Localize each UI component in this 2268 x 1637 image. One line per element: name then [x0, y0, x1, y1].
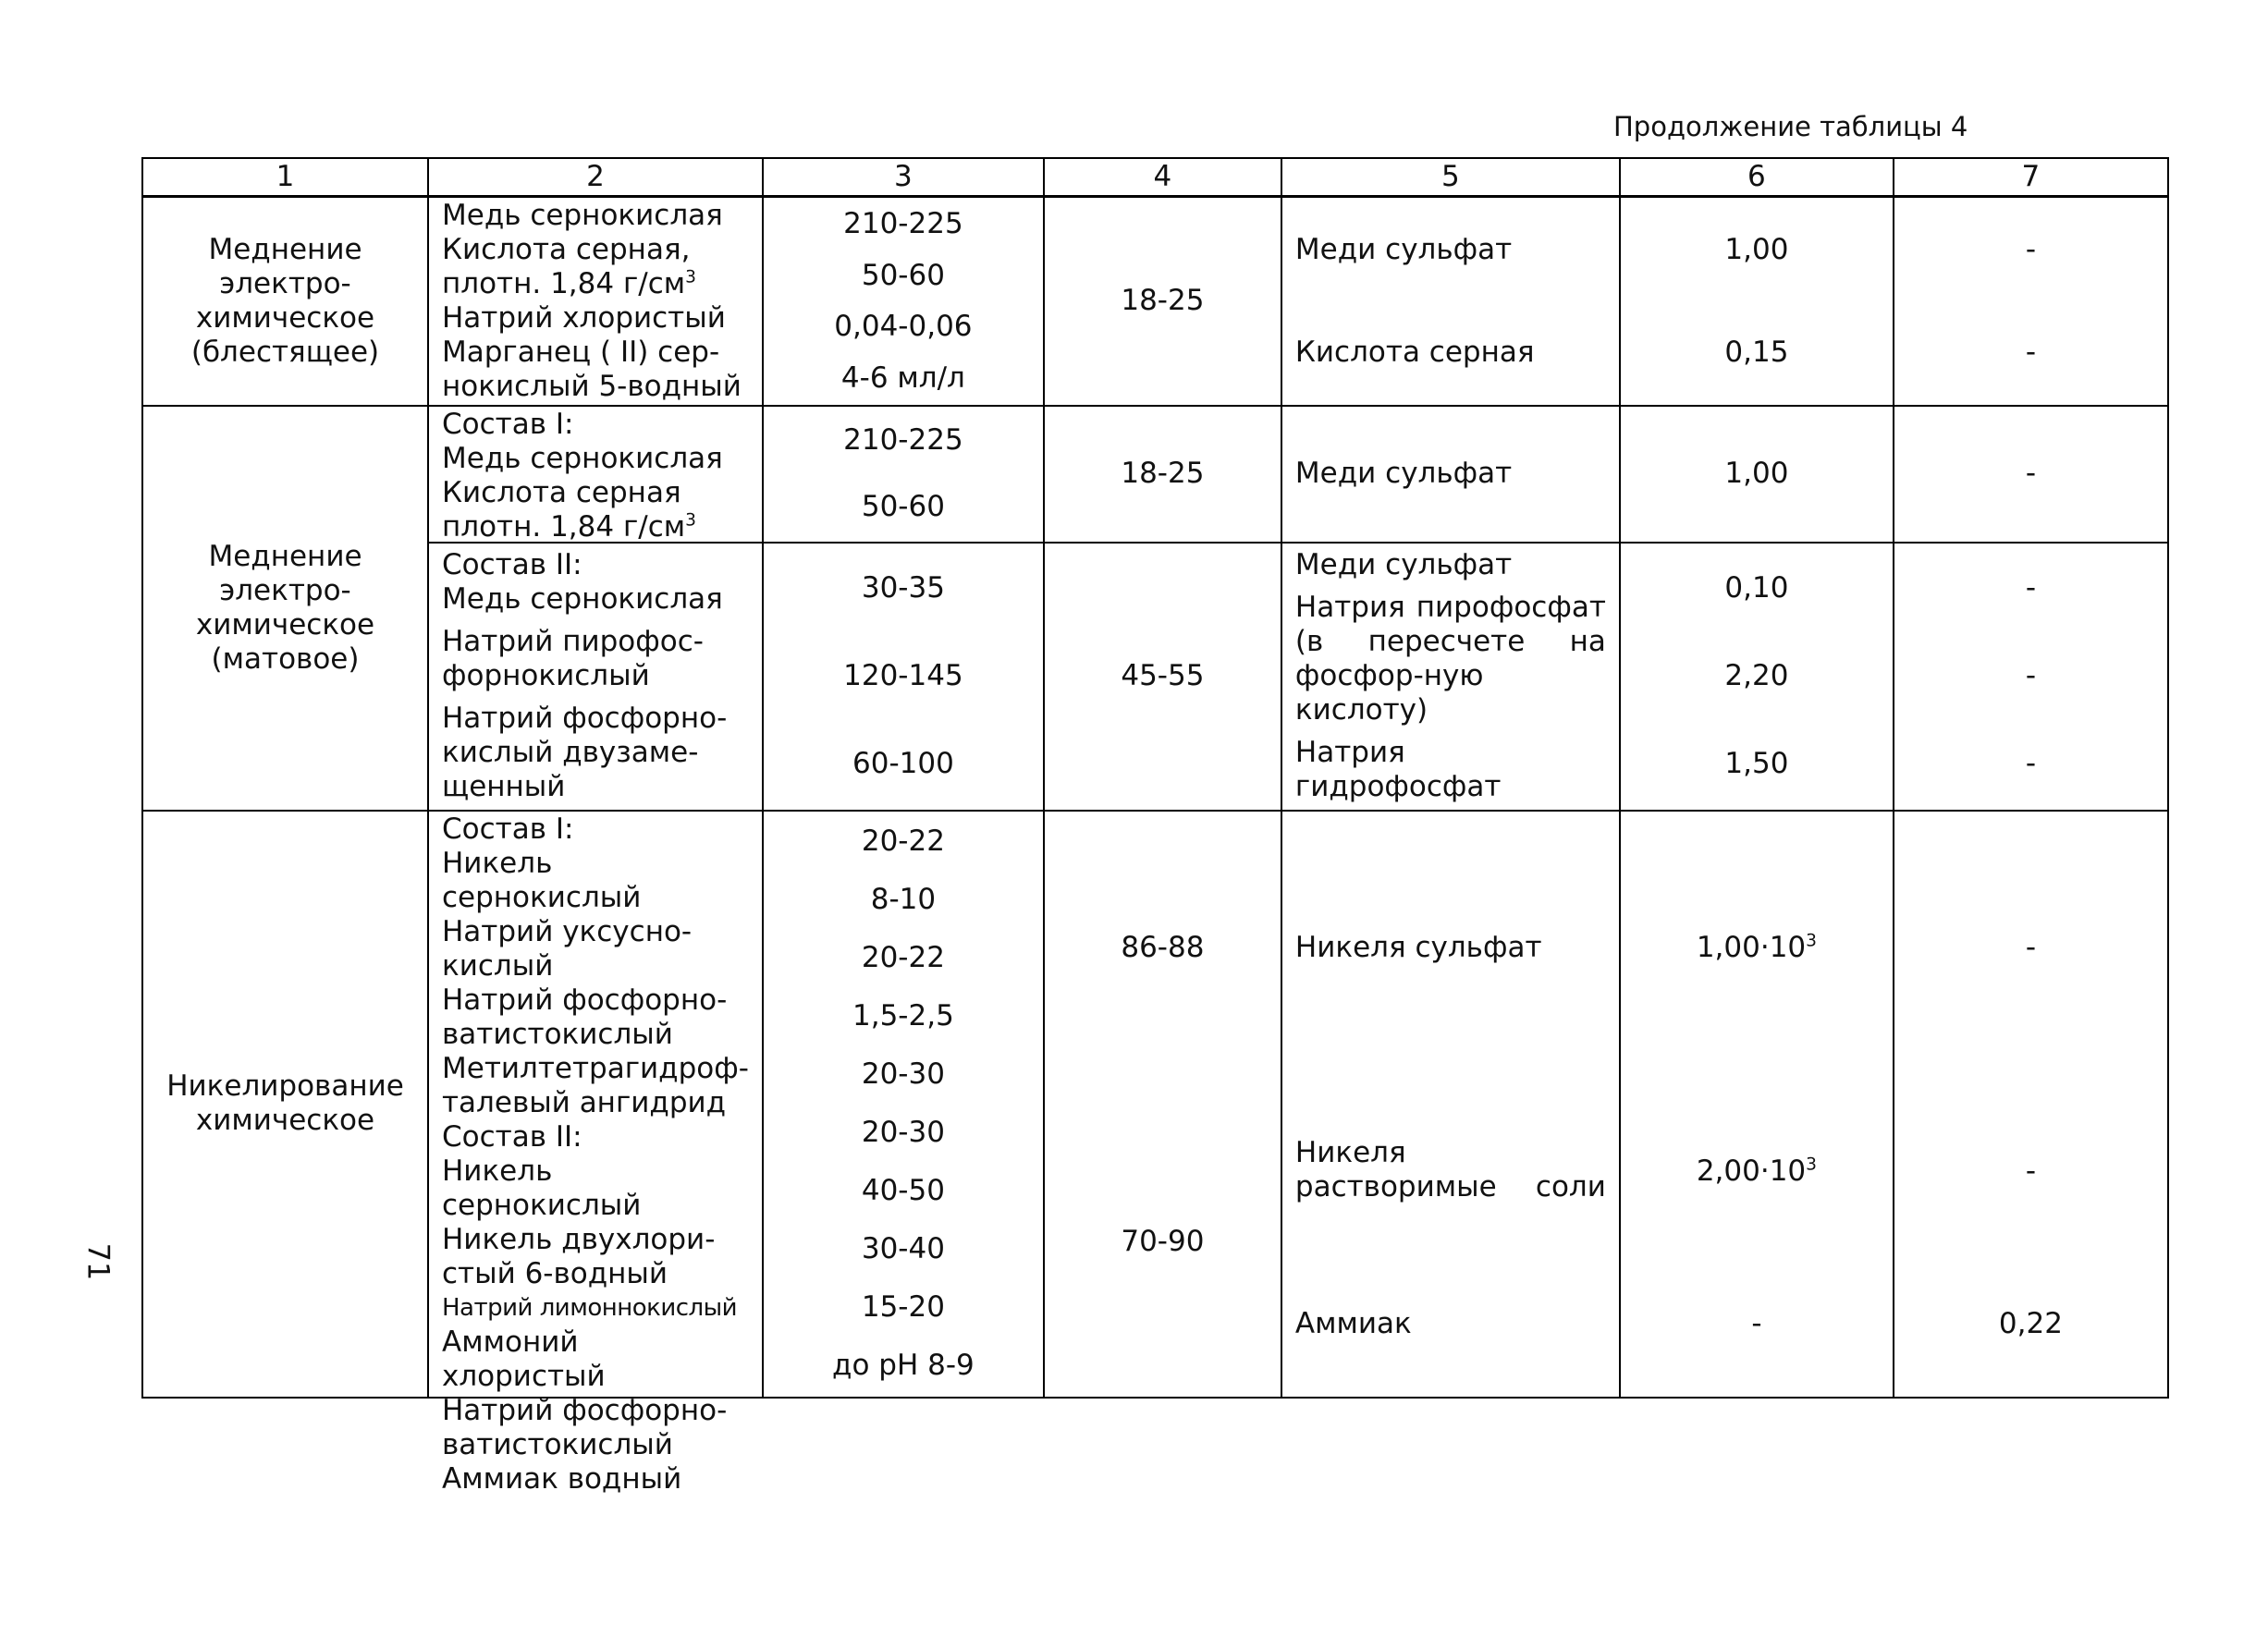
table-row — [142, 197, 2168, 406]
temperature-cell: 86-88 70-90 — [1044, 811, 1281, 1398]
value-cell: 0,10 2,20 1,50 — [1620, 543, 1894, 811]
col7-cell: - — [1894, 406, 2168, 543]
amounts-cell: 20-22 8-10 20-22 1,5-2,5 20-30 20-30 40-50 30-40 15-20 до pH 8-9 — [763, 811, 1044, 1398]
table-row — [142, 543, 2168, 811]
value-cell: 1,00 — [1620, 406, 1894, 543]
value-cell: $1,00\cdot 10^3$ $2,00\cdot 10^3$ - — [1620, 811, 1894, 1398]
header-cell: 4 — [1044, 158, 1281, 197]
substance-cell: Меди сульфат Натрия пирофосфат (в пересчете на фосфор-ную кислоту) Натрия гидрофосфат — [1281, 543, 1620, 811]
temperature-cell: 18-25 — [1044, 197, 1281, 406]
table-row — [142, 406, 2168, 543]
header-cell: 5 — [1281, 158, 1620, 197]
header-row — [142, 158, 2168, 197]
amounts-cell: 30-35 120-145 60-100 — [763, 543, 1044, 811]
components-cell: Состав I: Никель сернокислый Натрий уксусно- кислый Натрий фосфорно- ватистокислый Метилтетрагидроф- талевый ангидрид Состав II: Никель сернокислый Никель двухлори- стый 6-водный Натрий лимоннокислый Аммоний хлористый Натрий фосфорно- ватистокислый Аммиак водный — [428, 811, 763, 1398]
substance-cell: Меди сульфат Кислота серная — [1281, 197, 1620, 406]
header-cell: 6 — [1620, 158, 1894, 197]
header-cell: 2 — [428, 158, 763, 197]
components-cell: Состав II: Медь сернокислая Натрий пирофос- форнокислый Натрий фосфорно- кислый двузаме- щенный — [428, 543, 763, 811]
col7-cell: - - — [1894, 197, 2168, 406]
temperature-cell: 18-25 — [1044, 406, 1281, 543]
value-cell: 1,00 0,15 — [1620, 197, 1894, 406]
amounts-cell: 210-225 50-60 0,04-0,06 4-6 мл/л — [763, 197, 1044, 406]
substance-cell: Меди сульфат — [1281, 406, 1620, 543]
data-table — [141, 157, 2169, 1496]
table-caption: Продолжение таблицы 4 — [1613, 111, 1968, 142]
col7-cell: - - 0,22 — [1894, 811, 2168, 1398]
amounts-cell: 210-225 50-60 — [763, 406, 1044, 543]
components-cell: Медь сернокислая Кислота серная, плотн. 1,84 $г/см^3$ Натрий хлористый Марганец ( II) сер- нокислый 5-водный — [428, 197, 763, 406]
header-cell: 7 — [1894, 158, 2168, 197]
page-number: 71 — [80, 1242, 116, 1281]
header-cell: 1 — [142, 158, 428, 197]
substance-cell: Никеля сульфат Никеля растворимые соли Аммиак — [1281, 811, 1620, 1398]
col7-cell: - - - — [1894, 543, 2168, 811]
process-cell: Никелирование химическое — [142, 811, 428, 1398]
table-row — [142, 811, 2168, 1398]
process-cell: Меднение электро- химическое (матовое) — [142, 406, 428, 811]
process-cell: Меднение электро- химическое (блестящее) — [142, 197, 428, 406]
components-cell: Состав I: Медь сернокислая Кислота серная плотн. 1,84 $г/см^3$ — [428, 406, 763, 543]
temperature-cell: 45-55 — [1044, 543, 1281, 811]
header-cell: 3 — [763, 158, 1044, 197]
